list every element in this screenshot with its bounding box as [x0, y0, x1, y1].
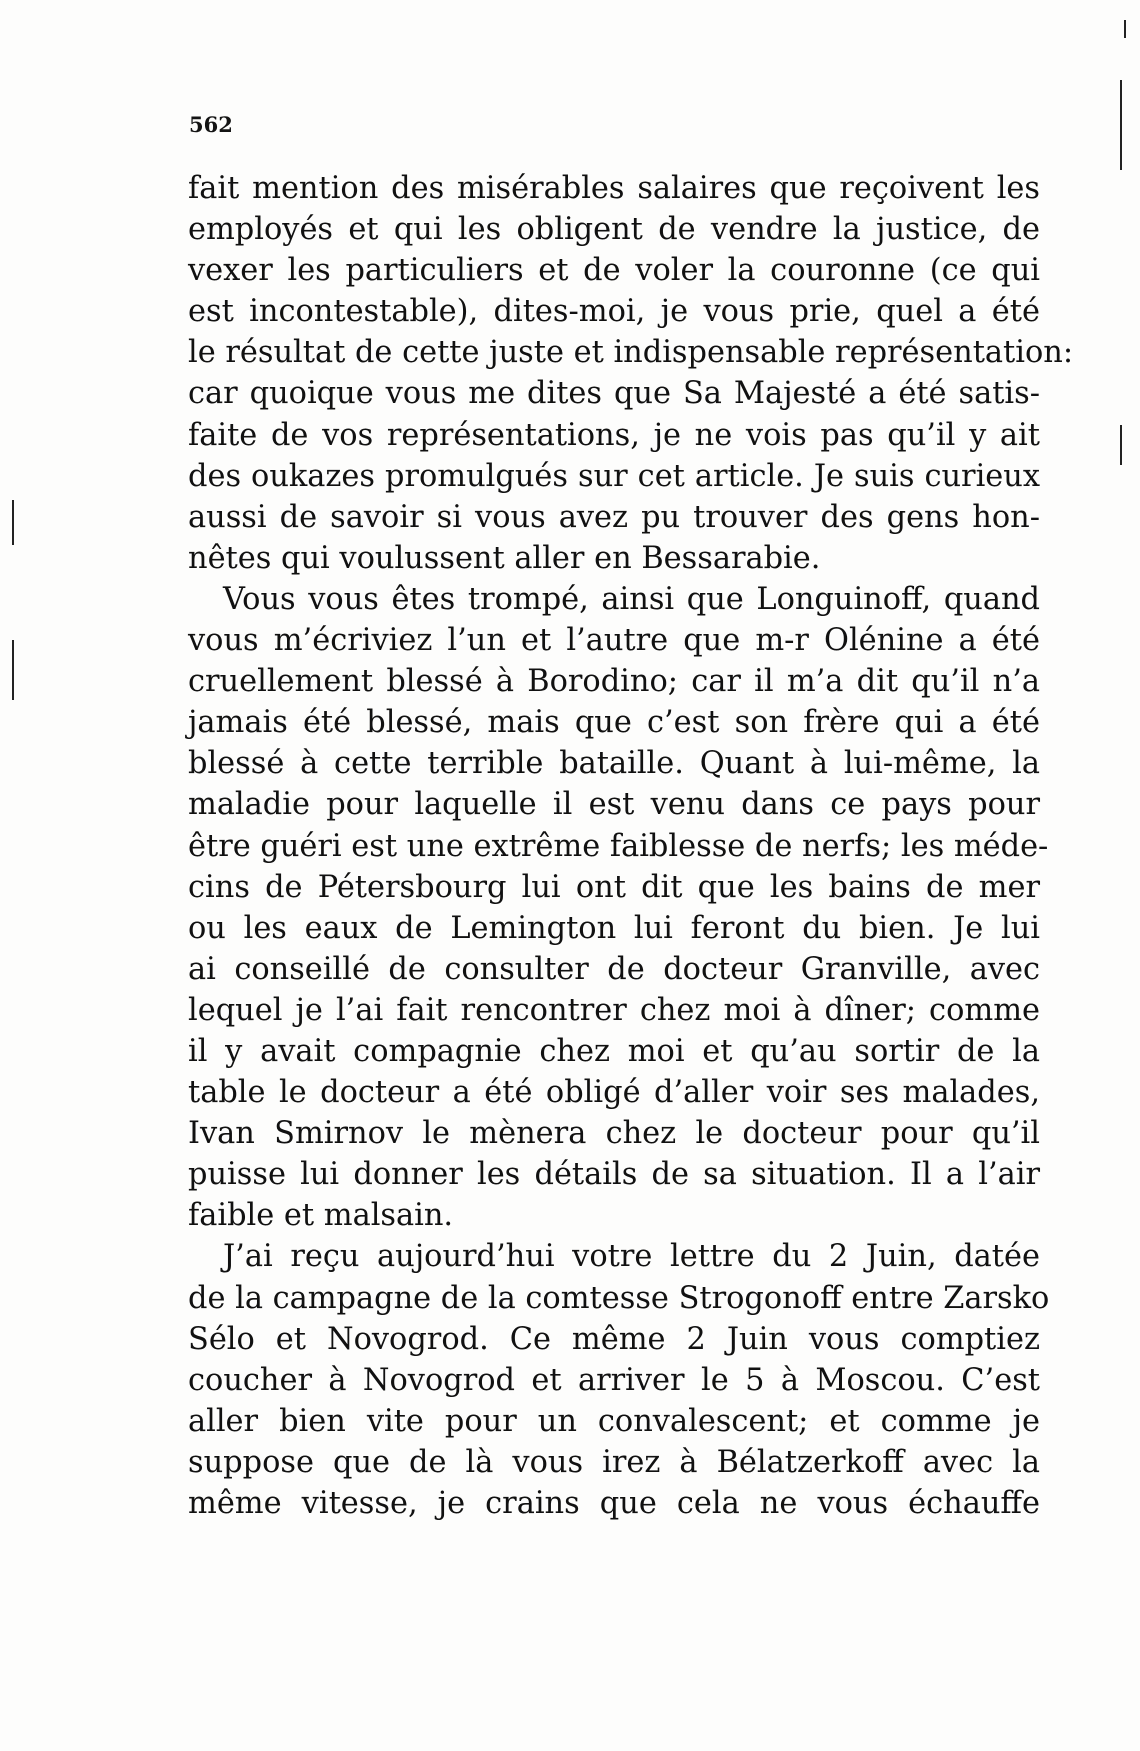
text-line: même vitesse, je crains que cela ne vous échauffe: [188, 1486, 1040, 1521]
text-line: coucher à Novogrod et arriver le 5 à Moscou. C’est: [188, 1362, 1040, 1398]
text-line: suppose que de là vous irez à Bélatzerkoff avec la: [188, 1444, 1040, 1480]
scan-edge-mark: [1120, 425, 1122, 465]
page-number: 562: [189, 112, 233, 137]
text-line: lequel je l’ai fait rencontrer chez moi à dîner; comme: [188, 992, 1040, 1028]
text-line: employés et qui les obligent de vendre la justice, de: [188, 212, 1040, 248]
scan-edge-mark: [12, 500, 14, 545]
scan-edge-mark: [1120, 80, 1122, 170]
scan-edge-mark: [12, 640, 14, 700]
text-line: des oukazes promulgués sur cet article. Je suis curieux: [188, 458, 1040, 494]
text-line: faite de vos représentations, je ne vois pas qu’il y ait: [188, 417, 1040, 453]
text-line: jamais été blessé, mais que c’est son frère qui a été: [188, 705, 1040, 741]
text-line: de la campagne de la comtesse Strogonoff entre Zarsko: [188, 1280, 1050, 1316]
text-line: Ivan Smirnov le mènera chez le docteur pour qu’il: [188, 1116, 1040, 1152]
text-line: Vous vous êtes trompé, ainsi que Longuinoff, quand: [223, 581, 1040, 617]
text-line: fait mention des misérables salaires que reçoivent les: [188, 171, 1040, 206]
paragraph-1: [188, 168, 1074, 579]
text-line: cruellement blessé à Borodino; car il m’a dit qu’il n’a: [188, 664, 1040, 700]
text-line: ou les eaux de Lemington lui feront du bien. Je lui: [188, 910, 1040, 946]
text-line: aller bien vite pour un convalescent; et comme je: [188, 1403, 1040, 1439]
text-line: ai conseillé de consulter de docteur Granville, avec: [188, 951, 1040, 987]
scan-edge-mark: [1124, 20, 1126, 38]
text-line: J’ai reçu aujourd’hui votre lettre du 2 Juin, datée: [223, 1239, 1040, 1275]
text-line: le résultat de cette juste et indispensable représentation:: [188, 335, 1074, 371]
paragraph-3: [188, 1236, 1050, 1524]
text-line: Sélo et Novogrod. Ce même 2 Juin vous comptiez: [188, 1321, 1040, 1357]
paragraph-2: [188, 579, 1049, 1237]
text-line: table le docteur a été obligé d’aller voir ses malades,: [188, 1075, 1040, 1111]
text-line: est incontestable), dites-moi, je vous prie, quel a été: [188, 294, 1040, 330]
text-line: puisse lui donner les détails de sa situation. Il a l’air: [188, 1157, 1040, 1193]
text-line: vous m’écriviez l’un et l’autre que m-r Olénine a été: [188, 623, 1040, 659]
text-line: vexer les particuliers et de voler la couronne (ce qui: [188, 253, 1040, 289]
text-line: car quoique vous me dites que Sa Majesté a été satis-: [188, 376, 1040, 412]
text-line: blessé à cette terrible bataille. Quant à lui-même, la: [188, 746, 1040, 782]
text-line: cins de Pétersbourg lui ont dit que les bains de mer: [188, 869, 1040, 905]
text-line: aussi de savoir si vous avez pu trouver des gens hon-: [188, 499, 1040, 535]
text-line: être guéri est une extrême faiblesse de nerfs; les méde-: [188, 828, 1049, 864]
text-line: maladie pour laquelle il est venu dans ce pays pour: [188, 787, 1040, 823]
text-line: il y avait compagnie chez moi et qu’au sortir de la: [188, 1033, 1040, 1069]
text-line: faible et malsain.: [188, 1198, 454, 1234]
text-line: nêtes qui voulussent aller en Bessarabie.: [188, 540, 821, 576]
body-text: [188, 168, 1074, 1524]
